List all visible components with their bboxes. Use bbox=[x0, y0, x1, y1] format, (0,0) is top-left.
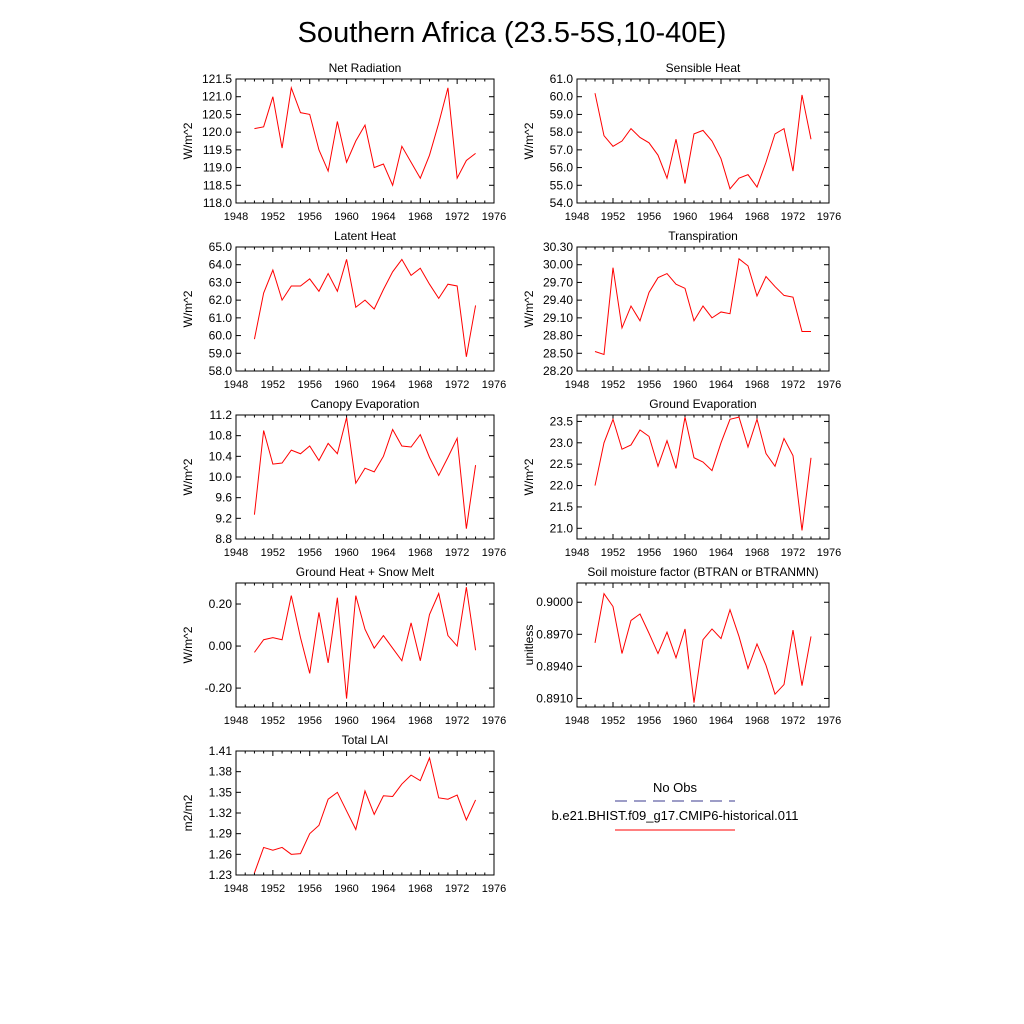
legend bbox=[552, 780, 799, 830]
series-line bbox=[254, 259, 475, 356]
x-tick-label: 1948 bbox=[223, 379, 249, 391]
x-tick-label: 1968 bbox=[744, 211, 770, 223]
x-tick-label: 1960 bbox=[672, 715, 698, 727]
x-tick-label: 1960 bbox=[672, 211, 698, 223]
panel-title: Latent Heat bbox=[333, 229, 397, 243]
x-tick-label: 1972 bbox=[444, 379, 470, 391]
series-line bbox=[595, 259, 811, 355]
series-line bbox=[254, 587, 475, 698]
x-tick-label: 1952 bbox=[600, 715, 626, 727]
x-tick-label: 1960 bbox=[672, 379, 698, 391]
x-tick-label: 1968 bbox=[408, 379, 433, 391]
x-tick-label: 1976 bbox=[816, 211, 842, 223]
y-tick-label: 62.0 bbox=[208, 293, 232, 308]
x-tick-label: 1972 bbox=[444, 883, 470, 895]
x-tick-label: 1964 bbox=[708, 211, 734, 223]
x-tick-label: 1956 bbox=[297, 379, 322, 391]
x-tick-label: 1968 bbox=[408, 211, 433, 223]
plot-frame bbox=[236, 415, 494, 539]
y-tick-label: 119.0 bbox=[202, 160, 232, 175]
panel-title: Total LAI bbox=[341, 733, 389, 747]
x-tick-label: 1960 bbox=[672, 547, 698, 559]
x-tick-label: 1948 bbox=[564, 211, 590, 223]
plot-frame bbox=[236, 583, 494, 707]
x-tick-label: 1952 bbox=[260, 883, 286, 895]
x-tick-label: 1964 bbox=[708, 547, 734, 559]
plot-frame bbox=[577, 415, 829, 539]
legend-label-no-obs: No Obs bbox=[652, 780, 698, 795]
y-tick-label: 118.5 bbox=[202, 178, 232, 193]
x-tick-label: 1976 bbox=[816, 379, 842, 391]
x-tick-label: 1956 bbox=[636, 547, 662, 559]
y-axis-label: W/m^2 bbox=[522, 122, 536, 160]
y-tick-label: 0.8940 bbox=[536, 659, 573, 674]
y-tick-label: 58.0 bbox=[549, 125, 573, 140]
y-tick-label: 1.38 bbox=[208, 764, 232, 779]
y-tick-label: 120.5 bbox=[201, 107, 232, 122]
y-tick-label: 54.0 bbox=[549, 196, 573, 210]
y-tick-label: 10.8 bbox=[208, 428, 232, 443]
chart-panel-7 bbox=[522, 565, 841, 727]
y-axis-label: W/m^2 bbox=[522, 290, 536, 328]
y-tick-label: 30.00 bbox=[542, 257, 573, 272]
x-tick-label: 1964 bbox=[371, 883, 396, 895]
x-tick-label: 1956 bbox=[297, 547, 322, 559]
y-tick-label: 21.5 bbox=[549, 499, 573, 514]
y-tick-label: 0.20 bbox=[208, 597, 232, 612]
x-tick-label: 1952 bbox=[600, 547, 626, 559]
series-line bbox=[254, 88, 475, 185]
x-tick-label: 1964 bbox=[708, 379, 734, 391]
x-tick-label: 1972 bbox=[780, 715, 806, 727]
y-tick-label: 57.0 bbox=[549, 142, 573, 157]
plot-frame bbox=[236, 247, 494, 371]
x-tick-label: 1972 bbox=[444, 547, 470, 559]
x-tick-label: 1948 bbox=[564, 547, 590, 559]
x-tick-label: 1976 bbox=[816, 715, 842, 727]
x-tick-label: 1976 bbox=[481, 379, 507, 391]
x-tick-label: 1972 bbox=[780, 211, 806, 223]
x-tick-label: 1960 bbox=[334, 211, 359, 223]
x-tick-label: 1948 bbox=[223, 547, 249, 559]
y-tick-label: 0.9000 bbox=[536, 595, 573, 610]
series-line bbox=[595, 417, 811, 530]
y-tick-label: 61.0 bbox=[208, 310, 232, 325]
x-tick-label: 1968 bbox=[408, 547, 433, 559]
y-axis-label: W/m^2 bbox=[181, 626, 195, 664]
plot-frame bbox=[577, 247, 829, 371]
series-line bbox=[595, 594, 811, 703]
y-tick-label: 22.5 bbox=[549, 457, 573, 472]
x-tick-label: 1956 bbox=[636, 379, 662, 391]
panel-title: Transpiration bbox=[668, 229, 738, 243]
x-tick-label: 1968 bbox=[744, 547, 770, 559]
y-tick-label: 56.0 bbox=[549, 160, 573, 175]
y-tick-label: 59.0 bbox=[549, 107, 573, 122]
y-tick-label: 1.32 bbox=[208, 806, 232, 820]
y-tick-label: 28.80 bbox=[542, 328, 573, 343]
x-tick-label: 1952 bbox=[600, 379, 626, 391]
x-tick-label: 1948 bbox=[564, 379, 590, 391]
legend-label-model: b.e21.BHIST.f09_g17.CMIP6-historical.011 bbox=[551, 808, 799, 823]
x-tick-label: 1964 bbox=[371, 547, 396, 559]
y-tick-label: 64.0 bbox=[208, 257, 232, 272]
panel-title: Soil moisture factor (BTRAN or BTRANMN) bbox=[587, 565, 819, 579]
y-tick-label: 58.0 bbox=[208, 364, 232, 378]
y-axis-label: W/m^2 bbox=[181, 290, 195, 328]
x-tick-label: 1948 bbox=[223, 883, 249, 895]
x-tick-label: 1976 bbox=[481, 547, 507, 559]
panel-title: Ground Heat + Snow Melt bbox=[295, 565, 435, 579]
plot-frame bbox=[236, 751, 494, 875]
chart-panel-1 bbox=[522, 61, 841, 223]
y-tick-label: 60.0 bbox=[208, 328, 232, 343]
x-tick-label: 1956 bbox=[297, 883, 322, 895]
chart-panel-8 bbox=[181, 733, 506, 895]
y-tick-label: 9.2 bbox=[215, 511, 232, 526]
y-tick-label: 10.4 bbox=[208, 449, 232, 464]
y-tick-label: 119.5 bbox=[202, 142, 232, 157]
series-line bbox=[254, 418, 475, 529]
x-tick-label: 1976 bbox=[481, 883, 507, 895]
x-tick-label: 1948 bbox=[223, 715, 249, 727]
y-axis-label: W/m^2 bbox=[522, 458, 536, 496]
y-tick-label: 23.5 bbox=[549, 414, 573, 429]
x-tick-label: 1960 bbox=[334, 883, 359, 895]
chart-panel-3 bbox=[522, 229, 841, 391]
y-tick-label: 1.41 bbox=[208, 744, 232, 758]
x-tick-label: 1956 bbox=[636, 715, 662, 727]
chart-panel-6 bbox=[181, 565, 506, 727]
y-tick-label: 28.50 bbox=[542, 346, 573, 361]
x-tick-label: 1976 bbox=[481, 211, 507, 223]
x-tick-label: 1968 bbox=[408, 715, 433, 727]
y-tick-label: 1.29 bbox=[208, 826, 232, 841]
panel-title: Canopy Evaporation bbox=[310, 397, 420, 411]
y-tick-label: 61.0 bbox=[549, 72, 573, 86]
x-tick-label: 1956 bbox=[297, 211, 322, 223]
y-tick-label: 28.20 bbox=[542, 364, 573, 378]
y-tick-label: 121.5 bbox=[201, 72, 232, 86]
y-tick-label: 63.0 bbox=[208, 275, 232, 290]
panel-title: Ground Evaporation bbox=[649, 397, 757, 411]
x-tick-label: 1956 bbox=[636, 211, 662, 223]
y-tick-label: 1.23 bbox=[208, 868, 232, 882]
panel-title: Net Radiation bbox=[328, 61, 402, 75]
x-tick-label: 1948 bbox=[223, 211, 249, 223]
y-tick-label: 29.70 bbox=[542, 275, 573, 290]
y-tick-label: 29.10 bbox=[542, 310, 573, 325]
x-tick-label: 1972 bbox=[444, 211, 470, 223]
y-tick-label: 23.0 bbox=[549, 435, 573, 450]
y-axis-label: m2/m2 bbox=[181, 794, 195, 832]
x-tick-label: 1948 bbox=[564, 715, 590, 727]
y-tick-label: 30.30 bbox=[542, 240, 573, 254]
y-tick-label: 60.0 bbox=[549, 89, 573, 104]
y-axis-label: W/m^2 bbox=[181, 458, 195, 496]
y-tick-label: -0.20 bbox=[204, 681, 232, 696]
y-axis-label: unitless bbox=[522, 624, 536, 666]
plot-frame bbox=[236, 79, 494, 203]
plot-frame bbox=[577, 79, 829, 203]
series-line bbox=[595, 93, 811, 189]
y-tick-label: 11.2 bbox=[209, 408, 232, 422]
x-tick-label: 1972 bbox=[780, 379, 806, 391]
x-tick-label: 1964 bbox=[371, 379, 396, 391]
x-tick-label: 1976 bbox=[816, 547, 842, 559]
chart-panels bbox=[181, 61, 841, 895]
x-tick-label: 1972 bbox=[444, 715, 470, 727]
y-tick-label: 65.0 bbox=[208, 240, 232, 254]
y-tick-label: 8.8 bbox=[215, 532, 232, 546]
figure-title: Southern Africa (23.5-5S,10-40E) bbox=[297, 17, 727, 49]
y-tick-label: 1.26 bbox=[208, 847, 232, 862]
x-tick-label: 1960 bbox=[334, 715, 359, 727]
x-tick-label: 1964 bbox=[371, 211, 396, 223]
x-tick-label: 1952 bbox=[260, 379, 286, 391]
x-tick-label: 1952 bbox=[260, 715, 286, 727]
panel-title: Sensible Heat bbox=[665, 61, 741, 75]
x-tick-label: 1964 bbox=[708, 715, 734, 727]
chart-panel-2 bbox=[181, 229, 506, 391]
x-tick-label: 1956 bbox=[297, 715, 322, 727]
y-tick-label: 9.6 bbox=[215, 490, 232, 505]
y-tick-label: 22.0 bbox=[549, 478, 573, 493]
y-tick-label: 118.0 bbox=[202, 196, 232, 210]
y-tick-label: 1.35 bbox=[208, 785, 232, 800]
chart-panel-4 bbox=[181, 397, 506, 559]
plot-frame bbox=[577, 583, 829, 707]
x-tick-label: 1968 bbox=[744, 715, 770, 727]
y-tick-label: 0.00 bbox=[208, 639, 232, 654]
x-tick-label: 1960 bbox=[334, 379, 359, 391]
y-tick-label: 29.40 bbox=[542, 293, 573, 308]
x-tick-label: 1968 bbox=[408, 883, 433, 895]
y-tick-label: 10.0 bbox=[208, 470, 232, 484]
x-tick-label: 1968 bbox=[744, 379, 770, 391]
series-line bbox=[254, 758, 475, 873]
y-tick-label: 0.8970 bbox=[536, 627, 573, 642]
y-tick-label: 120.0 bbox=[201, 125, 232, 140]
x-tick-label: 1972 bbox=[780, 547, 806, 559]
x-tick-label: 1952 bbox=[600, 211, 626, 223]
y-axis-label: W/m^2 bbox=[181, 122, 195, 160]
x-tick-label: 1952 bbox=[260, 547, 286, 559]
y-tick-label: 121.0 bbox=[201, 89, 232, 104]
chart-panel-0 bbox=[181, 61, 506, 223]
x-tick-label: 1960 bbox=[334, 547, 359, 559]
y-tick-label: 59.0 bbox=[208, 346, 232, 361]
x-tick-label: 1952 bbox=[260, 211, 286, 223]
y-tick-label: 0.8910 bbox=[536, 691, 573, 706]
chart-panel-5 bbox=[522, 397, 841, 559]
x-tick-label: 1964 bbox=[371, 715, 396, 727]
y-tick-label: 21.0 bbox=[549, 521, 573, 536]
x-tick-label: 1976 bbox=[481, 715, 507, 727]
y-tick-label: 55.0 bbox=[549, 178, 573, 193]
